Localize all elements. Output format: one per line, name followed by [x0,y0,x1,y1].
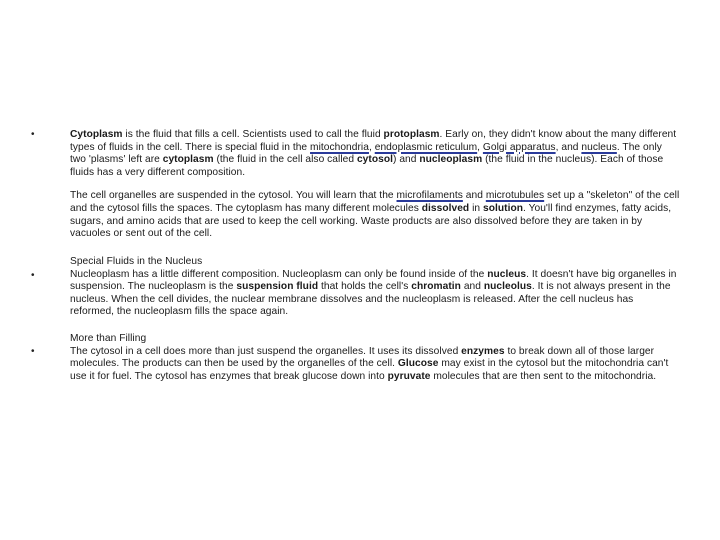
text: (the fluid in the cell also called [213,154,357,166]
text: , [368,141,375,153]
paragraph-organelles [70,190,680,240]
term-protoplasm: protoplasm [383,129,440,140]
text: , and [555,141,582,153]
text: set up a "skeleton" of the cell and the cytosol fills the spaces. The cytoplasm has many different molecules [70,190,680,214]
text: and [462,190,486,202]
text: , [477,141,483,153]
paragraph-cytosol-enzymes [70,333,680,383]
paragraph-nucleoplasm [70,256,680,319]
link-nucleus[interactable]: nucleus [581,141,617,153]
link-microfilaments[interactable]: microfilaments [396,190,463,202]
bullet-3: • [31,346,35,357]
section-heading: More than Filling [70,333,147,344]
text: . It is not always present in the nucleus. When the cell divides, the nuclear membrane dissolves and the nucleoplasm is released. After the cell nucleus has reformed, the nucleoplasm fills the space again. [70,281,671,318]
term-glucose: Glucose [397,358,439,370]
section-nucleus-fluids [70,256,680,319]
text: and [460,281,484,293]
term-suspension-fluid: suspension fluid [236,281,319,293]
text: to break down all of those larger molecules. The products can then be used by the organelles of the cell. [70,345,655,370]
text: . Early on, they didn't know about the many different types of fluids in the cell. There is special fluid in the [70,129,677,153]
term-enzymes: enzymes [461,345,505,357]
term-nucleoplasm: nucleoplasm [419,154,483,166]
text: that holds the cell's [318,281,412,293]
bullet-2: • [31,270,35,281]
paragraph-cytoplasm-intro [70,129,680,179]
text: . It doesn't have big organelles in suspension. The nucleoplasm is the [70,268,677,293]
term-nucleus: nucleus [487,268,527,280]
bullet-1: • [31,129,35,140]
text: . The only two 'plasms' left are [70,141,662,166]
term-pyruvate: pyruvate [387,370,431,382]
term-dissolved: dissolved [421,202,470,214]
text: is the fluid that fills a cell. Scientists used to call the fluid [122,129,384,140]
text: in [469,202,483,214]
section-more-than-filling [70,333,680,383]
term-solution: solution [482,202,523,214]
term-nucleolus: nucleolus [483,281,532,293]
text: ) and [393,154,420,166]
link-microtubules[interactable]: microtubules [485,190,545,202]
term-chromatin: chromatin [411,281,461,293]
term-cytoplasm-2: cytoplasm [162,154,214,166]
section-cytoplasm [70,129,680,241]
text: . You'll find enzymes, fatty acids, sugars, and amino acids that are used to keep the cell working. Waste products are also dissolved before they are taken in by vacuoles or sent out of the cell. [70,202,672,240]
text: molecules that are then sent to the mitochondria. [430,370,657,382]
link-mitochondria[interactable]: mitochondria [310,141,369,153]
text: Nucleoplasm has a little different composition. Nucleoplasm can only be found inside of the [70,268,488,280]
text: The cytosol in a cell does more than just suspend the organelles. It uses its dissolved [70,345,462,357]
term-cytosol: cytosol [356,154,393,166]
text: may exist in the cytosol but the mitochondria can't use it for fuel. The cytosol has enzymes that break glucose down into [70,358,669,382]
link-golgi-apparatus[interactable]: Golgi apparatus [482,141,556,153]
text: The cell organelles are suspended in the cytosol. You will learn that the [70,190,397,202]
section-heading: Special Fluids in the Nucleus [70,256,203,267]
link-endoplasmic-reticulum[interactable]: endoplasmic reticulum [374,141,478,153]
term-cytoplasm: Cytoplasm [70,129,123,140]
text: (the fluid in the nucleus). Each of those fluids has a very different composition. [70,154,664,178]
